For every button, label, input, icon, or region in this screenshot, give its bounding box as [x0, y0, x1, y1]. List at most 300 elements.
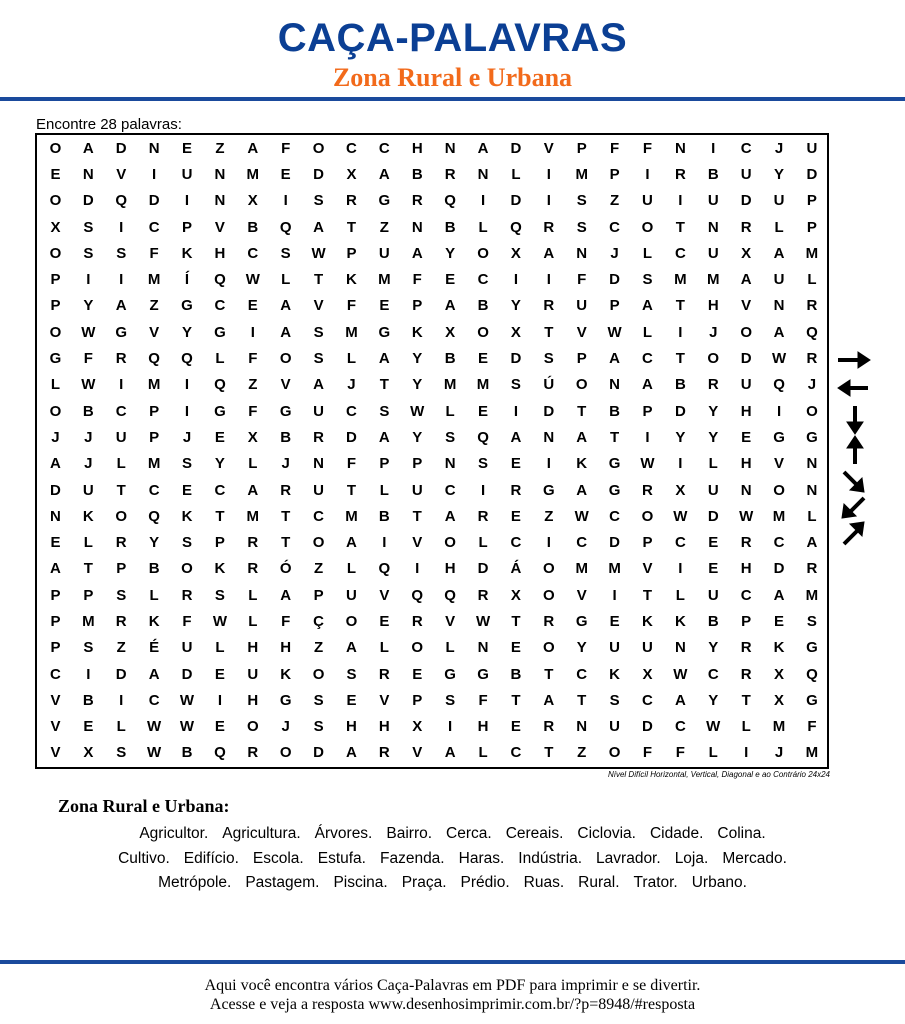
grid-letter: M [608, 560, 621, 578]
grid-letter: R [510, 481, 522, 499]
grid-letter: D [806, 165, 818, 183]
grid-letter: Y [708, 691, 719, 709]
grid-letter: X [247, 192, 258, 210]
grid-letter: T [379, 376, 389, 394]
grid-letter: M [82, 612, 95, 630]
grid-letter: P [576, 139, 587, 157]
grid-letter: E [708, 534, 719, 552]
grid-letter: S [83, 244, 94, 262]
grid-letter: X [774, 691, 785, 709]
grid-letter: K [411, 323, 423, 341]
grid-letter: I [546, 271, 551, 289]
grid-letter: O [806, 402, 818, 420]
grid-letter: W [673, 507, 688, 525]
word-list-item: Haras. [458, 849, 505, 867]
grid-letter: G [378, 323, 391, 341]
grid-letter: Y [149, 534, 160, 552]
grid-letter: A [247, 139, 259, 157]
grid-letter: T [577, 402, 587, 420]
grid-letter: Z [248, 376, 258, 394]
grid-letter: L [445, 639, 455, 657]
grid-letter: D [313, 744, 324, 762]
grid-letter: L [708, 744, 718, 762]
grid-letter: I [546, 192, 551, 210]
grid-letter: C [576, 534, 588, 552]
grid-letter: U [576, 297, 588, 315]
difficulty-note: Nível Difícil Horizontal, Vertical, Diagonal e ao Contrário 24x24 [607, 770, 830, 779]
grid-letter: H [444, 560, 456, 578]
word-search-grid-frame [35, 133, 829, 769]
grid-letter: A [280, 586, 292, 604]
grid-letter: L [346, 350, 357, 368]
grid-letter: W [574, 507, 589, 525]
grid-letter: O [49, 402, 62, 420]
grid-letter: L [248, 612, 258, 630]
grid-letter: A [477, 139, 489, 157]
grid-letter: S [806, 612, 817, 630]
word-search-grid [37, 135, 829, 767]
grid-letter: I [513, 271, 518, 289]
word-list-item: Mercado. [722, 849, 787, 867]
grid-letter: P [50, 586, 61, 604]
grid-letter: X [774, 665, 785, 683]
grid-letter: T [544, 323, 554, 341]
grid-letter: L [248, 455, 258, 473]
grid-letter: P [741, 612, 752, 630]
grid-letter: D [543, 402, 555, 420]
grid-letter: L [675, 586, 685, 604]
word-list-item: Pastagem. [245, 874, 320, 891]
grid-letter: Y [182, 323, 193, 341]
grid-letter: V [379, 586, 390, 604]
grid-letter: Q [806, 323, 818, 341]
grid-letter: N [313, 455, 324, 473]
grid-letter: H [740, 560, 752, 578]
grid-letter: U [642, 639, 653, 657]
grid-letter: U [411, 481, 423, 499]
grid-letter: H [707, 297, 719, 315]
grid-letter: O [279, 350, 292, 368]
grid-letter: I [678, 323, 683, 341]
grid-letter: T [313, 271, 324, 289]
grid-letter: X [445, 323, 456, 341]
grid-letter: G [279, 402, 292, 420]
grid-letter: G [575, 612, 588, 630]
grid-letter: J [807, 376, 817, 394]
grid-letter: U [740, 165, 752, 183]
grid-letter: E [510, 507, 521, 525]
grid-letter: D [642, 718, 653, 736]
grid-letter: F [346, 455, 357, 473]
grid-letter: U [609, 718, 620, 736]
grid-letter: K [214, 560, 226, 578]
grid-letter: R [477, 586, 489, 604]
grid-letter: S [543, 350, 554, 368]
grid-letter: P [379, 455, 390, 473]
grid-letter: E [478, 350, 489, 368]
grid-letter: T [577, 691, 587, 709]
grid-letter: V [741, 297, 752, 315]
grid-letter: T [281, 534, 291, 552]
grid-letter: L [83, 534, 93, 552]
grid-letter: Q [148, 350, 160, 368]
grid-letter: A [115, 297, 127, 315]
grid-letter: O [181, 560, 193, 578]
grid-letter: H [247, 691, 259, 709]
grid-letter: T [741, 691, 751, 709]
grid-letter: E [280, 165, 291, 183]
grid-letter: F [248, 402, 258, 420]
grid-letter: L [215, 350, 225, 368]
grid-letter: Z [313, 639, 324, 657]
grid-letter: M [575, 165, 588, 183]
grid-letter: I [480, 192, 486, 210]
grid-letter: P [576, 350, 587, 368]
grid-letter: C [609, 507, 620, 525]
grid-letter: I [678, 455, 683, 473]
word-list-item: Piscina. [333, 874, 388, 891]
grid-letter: C [115, 402, 127, 420]
grid-letter: T [675, 297, 685, 315]
grid-letter: S [116, 586, 127, 604]
grid-letter: M [345, 507, 358, 525]
grid-letter: B [674, 376, 686, 394]
grid-letter: O [345, 612, 358, 630]
grid-letter: S [576, 192, 587, 210]
grid-letter: V [50, 718, 61, 736]
grid-letter: P [412, 691, 423, 709]
grid-letter: N [477, 165, 489, 183]
grid-letter: S [182, 455, 193, 473]
word-list-item: Escola. [252, 849, 304, 867]
grid-letter: H [740, 455, 752, 473]
grid-letter: V [379, 691, 390, 709]
grid-letter: G [49, 350, 62, 368]
grid-letter: T [511, 691, 521, 709]
grid-letter: U [773, 271, 785, 289]
grid-letter: Y [412, 428, 423, 446]
grid-letter: E [412, 665, 423, 683]
grid-letter: N [50, 507, 61, 525]
grid-letter: L [642, 323, 653, 341]
grid-letter: V [543, 139, 554, 157]
grid-letter: A [280, 297, 292, 315]
grid-letter: T [83, 560, 93, 578]
grid-letter: X [510, 244, 521, 262]
grid-letter: H [346, 718, 357, 736]
grid-letter: P [412, 297, 423, 315]
grid-letter: I [415, 560, 420, 578]
grid-letter: M [147, 376, 161, 394]
arrow-up-right-icon [844, 522, 864, 544]
grid-letter: R [346, 192, 357, 210]
grid-letter: E [510, 639, 521, 657]
grid-letter: U [642, 192, 653, 210]
grid-letter: L [807, 271, 817, 289]
grid-letter: F [346, 297, 357, 315]
grid-letter: P [182, 218, 193, 236]
grid-letter: I [152, 165, 157, 183]
grid-letter: S [609, 691, 620, 709]
grid-letter: C [148, 481, 160, 499]
grid-letter: O [575, 376, 588, 394]
grid-letter: Z [116, 639, 126, 657]
grid-letter: V [149, 323, 160, 341]
page-subtitle: Zona Rural e Urbana [332, 63, 573, 92]
grid-letter: Y [510, 297, 521, 315]
grid-letter: P [214, 534, 225, 552]
grid-letter: S [379, 402, 390, 420]
grid-letter: K [181, 244, 193, 262]
grid-letter: Y [445, 244, 456, 262]
grid-letter: C [642, 350, 653, 368]
grid-letter: S [313, 718, 324, 736]
grid-letter: D [674, 402, 686, 420]
word-list-item: Rural. [578, 874, 620, 891]
grid-letter: J [281, 718, 290, 736]
grid-letter: S [576, 218, 587, 236]
grid-letter: Q [148, 507, 160, 525]
grid-letter: H [411, 139, 423, 157]
grid-letter: X [83, 744, 94, 762]
grid-letter: A [346, 639, 357, 657]
grid-letter: I [250, 323, 255, 341]
grid-letter: D [115, 139, 127, 157]
grid-letter: A [247, 481, 259, 499]
grid-letter: E [379, 297, 390, 315]
grid-letter: Z [577, 744, 587, 762]
grid-letter: E [510, 718, 521, 736]
grid-letter: U [707, 192, 719, 210]
grid-letter: L [642, 244, 653, 262]
grid-letter: M [345, 323, 358, 341]
instruction-text: Encontre 28 palavras: [36, 116, 182, 133]
grid-letter: N [806, 481, 818, 499]
grid-letter: A [543, 244, 555, 262]
grid-letter: W [673, 665, 688, 683]
grid-letter: R [181, 586, 193, 604]
grid-letter: V [214, 218, 225, 236]
grid-letter: A [576, 481, 588, 499]
grid-letter: T [544, 744, 554, 762]
grid-letter: U [740, 376, 752, 394]
grid-letter: D [609, 271, 620, 289]
grid-letter: D [148, 192, 160, 210]
grid-letter: U [609, 639, 620, 657]
grid-letter: V [774, 455, 785, 473]
grid-letter: G [214, 323, 226, 341]
grid-letter: E [214, 665, 225, 683]
grid-letter: F [182, 612, 192, 630]
grid-letter: S [346, 665, 357, 683]
grid-letter: T [675, 350, 685, 368]
grid-letter: L [478, 534, 488, 552]
grid-letter: L [379, 639, 389, 657]
grid-letter: E [478, 402, 489, 420]
grid-letter: X [247, 428, 258, 446]
grid-letter: G [279, 691, 292, 709]
grid-letter: C [674, 534, 686, 552]
grid-letter: R [642, 481, 653, 499]
grid-letter: T [675, 218, 685, 236]
grid-letter: T [116, 481, 126, 499]
grid-letter: A [411, 244, 423, 262]
grid-letter: I [86, 271, 91, 289]
word-list-item: Cultivo. [118, 849, 170, 867]
grid-letter: O [542, 586, 555, 604]
grid-letter: O [115, 507, 128, 525]
grid-letter: Z [149, 297, 159, 315]
grid-letter: T [642, 586, 653, 604]
grid-letter: B [609, 402, 620, 420]
top-divider [0, 97, 905, 101]
grid-letter: R [543, 612, 555, 630]
grid-letter: G [806, 691, 818, 709]
grid-letter: C [510, 744, 522, 762]
grid-letter: H [247, 639, 259, 657]
grid-letter: D [181, 665, 193, 683]
grid-letter: R [280, 481, 292, 499]
grid-letter: B [707, 612, 719, 630]
grid-letter: F [577, 271, 587, 289]
grid-letter: R [247, 534, 259, 552]
grid-letter: Ú [543, 376, 555, 394]
grid-letter: O [477, 323, 489, 341]
grid-letter: R [543, 297, 555, 315]
grid-letter: L [708, 455, 718, 473]
grid-letter: Y [412, 376, 423, 394]
grid-letter: W [475, 612, 491, 630]
grid-letter: F [83, 350, 93, 368]
grid-letter: R [806, 297, 818, 315]
grid-letter: F [642, 139, 653, 157]
grid-letter: Y [708, 428, 719, 446]
grid-letter: P [50, 639, 61, 657]
grid-letter: B [247, 218, 259, 236]
word-list-line [20, 822, 885, 847]
grid-letter: J [774, 744, 784, 762]
grid-letter: G [608, 481, 621, 499]
grid-letter: E [774, 612, 785, 630]
grid-letter: G [115, 323, 128, 341]
footer-line-2: Acesse e veja a resposta www.desenhosimprimir.com.br/?p=8948/#resposta [209, 996, 696, 1013]
grid-letter: A [773, 323, 785, 341]
word-list [20, 822, 885, 896]
grid-letter: F [642, 744, 653, 762]
grid-letter: T [346, 218, 357, 236]
grid-letter: X [510, 586, 521, 604]
grid-letter: O [608, 744, 621, 762]
grid-letter: O [542, 639, 555, 657]
grid-letter: H [214, 244, 226, 262]
arrow-left-icon [838, 380, 868, 396]
grid-letter: X [412, 718, 423, 736]
grid-letter: F [478, 691, 488, 709]
grid-letter: B [378, 507, 390, 525]
grid-letter: R [543, 218, 555, 236]
grid-letter: C [477, 271, 489, 289]
grid-letter: W [640, 455, 655, 473]
grid-letter: L [478, 218, 488, 236]
grid-letter: Z [544, 507, 554, 525]
grid-letter: C [148, 691, 160, 709]
word-list-line [20, 847, 885, 872]
grid-letter: T [281, 507, 291, 525]
grid-letter: K [642, 612, 653, 630]
grid-letter: O [312, 665, 325, 683]
grid-letter: M [246, 507, 260, 525]
grid-letter: H [378, 718, 390, 736]
grid-letter: U [346, 586, 357, 604]
grid-letter: I [612, 586, 617, 604]
grid-letter: W [739, 507, 754, 525]
grid-letter: M [674, 271, 687, 289]
grid-letter: A [674, 691, 686, 709]
grid-letter: Q [411, 586, 424, 604]
grid-letter: B [280, 428, 292, 446]
grid-letter: L [281, 271, 291, 289]
grid-letter: R [740, 534, 752, 552]
grid-letter: I [480, 481, 486, 499]
grid-letter: L [116, 455, 126, 473]
word-list-item: Colina. [717, 825, 766, 842]
grid-letter: I [184, 192, 190, 210]
grid-letter: A [50, 455, 61, 473]
grid-letter: A [444, 507, 456, 525]
grid-letter: S [83, 218, 94, 236]
grid-letter: M [805, 744, 819, 762]
grid-letter: P [116, 560, 127, 578]
grid-letter: U [707, 244, 719, 262]
grid-letter: K [674, 612, 686, 630]
grid-letter: C [576, 665, 588, 683]
footer-line-1: Aqui você encontra vários Caça-Palavras em PDF para imprimir e se divertir. [204, 977, 701, 994]
grid-letter: Y [576, 639, 587, 657]
grid-letter: M [575, 560, 588, 578]
grid-letter: D [740, 350, 752, 368]
grid-letter: R [115, 350, 127, 368]
grid-letter: G [608, 455, 621, 473]
grid-letter: F [412, 271, 422, 289]
grid-letter: D [510, 139, 522, 157]
grid-letter: R [543, 718, 555, 736]
grid-letter: V [50, 744, 61, 762]
grid-letter: O [773, 481, 785, 499]
grid-letter: Z [215, 139, 225, 157]
grid-letter: V [50, 691, 61, 709]
grid-letter: U [378, 244, 390, 262]
grid-letter: N [806, 455, 818, 473]
grid-letter: B [707, 165, 719, 183]
grid-letter: Q [115, 192, 128, 210]
grid-letter: X [642, 665, 653, 683]
grid-letter: I [711, 139, 716, 157]
grid-letter: Q [214, 744, 226, 762]
grid-letter: A [82, 139, 94, 157]
grid-letter: K [576, 455, 588, 473]
grid-letter: M [443, 376, 457, 394]
grid-letter: A [609, 350, 620, 368]
grid-letter: S [313, 691, 324, 709]
grid-letter: Q [477, 428, 489, 446]
grid-letter: R [806, 350, 818, 368]
grid-letter: P [412, 455, 423, 473]
grid-letter: W [245, 271, 260, 289]
grid-letter: W [311, 244, 326, 262]
grid-letter: K [181, 507, 193, 525]
grid-letter: L [215, 639, 225, 657]
grid-letter: E [50, 165, 61, 183]
